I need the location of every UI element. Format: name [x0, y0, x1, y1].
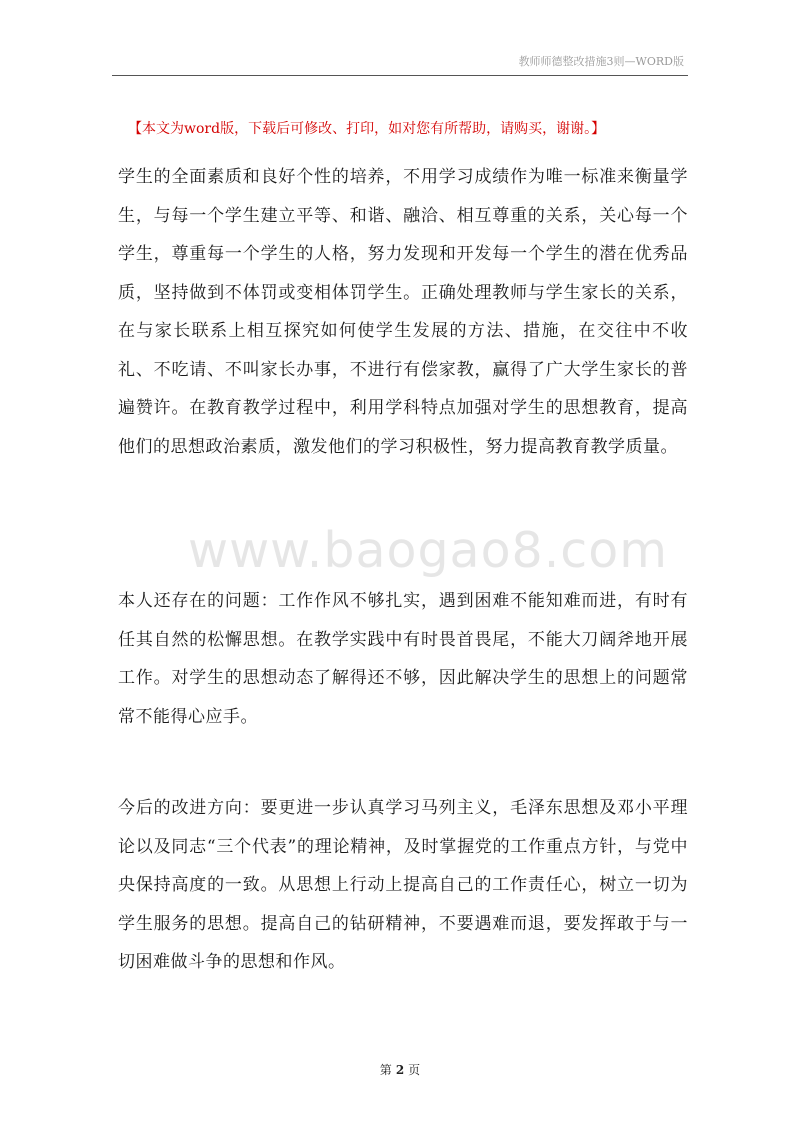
header-divider — [112, 75, 688, 76]
page-number: 2 — [395, 1063, 405, 1077]
paragraph-1: 学生的全面素质和良好个性的培养，不用学习成绩作为唯一标准来衡量学生，与每一个学生建立平等、和谐、融洽、相互尊重的关系，关心每一个学生，尊重每一个学生的人格，努力发现和开发每一个学生的潜在优秀品质，坚持做到不体罚或变相体罚学生。正确处理教师与学生家长的关系，在与家长联系上相互探究如何使学生发展的方法、措施，在交往中不收礼、不吃请、不叫家长办事，不进行有偿家教，赢得了广大学生家长的普遍赞许。在教育教学过程中，利用学科特点加强对学生的思想教育，提高他们的思想政治素质，激发他们的学习积极性，努力提高教育教学质量。 — [118, 167, 688, 457]
paragraph-3: 今后的改进方向：要更进一步认真学习马列主义，毛泽东思想及邓小平理论以及同志“三个代表”的理论精神，及时掌握党的工作重点方针，与党中央保持高度的一致。从思想上行动上提高自己的工作责任心，树立一切为学生服务的思想。提高自己的钻研精神，不要遇难而退，要发挥敢于与一切困难做斗争的思想和作风。 — [118, 798, 688, 972]
running-header: 教师师德整改措施3则—WORD版 — [518, 55, 684, 68]
purchase-notice: 【本文为word版，下载后可修改、打印，如对您有所帮助，请购买，谢谢。】 — [128, 121, 606, 137]
footer-suffix: 页 — [408, 1063, 421, 1077]
watermark: www.baogao8.com — [188, 522, 668, 579]
footer-prefix: 第 — [379, 1063, 392, 1077]
page-footer — [0, 1061, 800, 1078]
paragraph-2: 本人还存在的问题：工作作风不够扎实，遇到困难不能知难而进，有时有任其自然的松懈思想。在教学实践中有时畏首畏尾，不能大刀阔斧地开展工作。对学生的思想动态了解得还不够，因此解决学生的思想上的问题常常不能得心应手。 — [118, 591, 688, 727]
